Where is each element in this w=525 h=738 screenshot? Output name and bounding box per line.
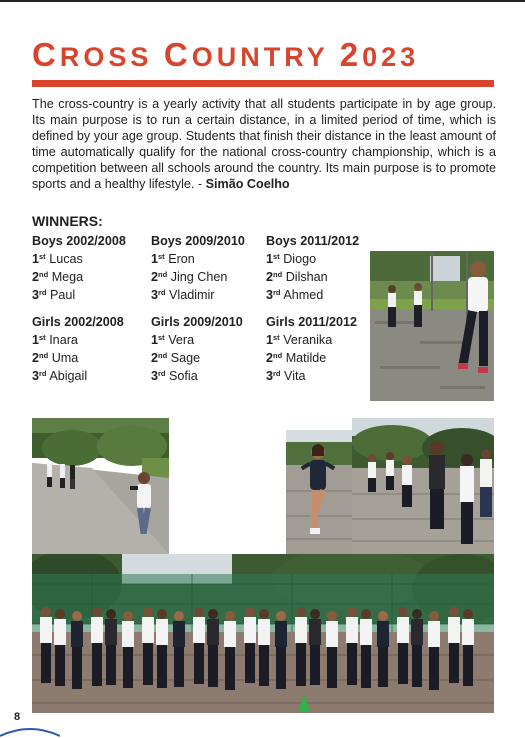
winner-name: Ahmed [283, 288, 324, 302]
winner-row: 1st Vera [151, 333, 195, 347]
winner-row: 3rd Paul [32, 288, 76, 302]
winner-row: 2nd Sage [151, 351, 201, 365]
winner-name: Inara [49, 333, 78, 347]
group-title: Boys 2009/2010 [151, 234, 245, 248]
winner-row: 3rd Ahmed [266, 288, 324, 302]
title-underline-bar [32, 80, 494, 87]
winner-group-girls-2011-2012 [266, 315, 378, 384]
page-title-text: CROSS COUNTRY 2023 [32, 36, 420, 73]
group-title: Girls 2009/2010 [151, 315, 243, 329]
group-title: Boys 2002/2008 [32, 234, 126, 248]
winner-name: Vladimir [169, 288, 215, 302]
winner-row: 1st Diogo [266, 252, 317, 266]
photo-girl-running [286, 430, 352, 554]
page-number: 8 [14, 711, 21, 723]
winner-row: 2nd Uma [32, 351, 79, 365]
group-title: Girls 2002/2008 [32, 315, 124, 329]
intro-text: The cross-country is a yearly activity that all students participate in by age group. Its main purpose is to run a certain distance, in a limited period of time, which is defined by your age group. Students that finish their distance in the least amount of time automatically qualify for the national cross-country championship, which is a competition between all schools around the country. Its main purpose is to promote sports and a healthy lifestyle. - [32, 97, 496, 191]
winner-name: Sofia [169, 369, 198, 383]
winner-name: Matilde [285, 351, 327, 365]
winner-name: Mega [51, 270, 84, 284]
winner-row: 2nd Jing Chen [151, 270, 228, 284]
winner-group-girls-2002-2008 [32, 315, 144, 384]
photo-runners-path [32, 418, 169, 554]
group-title: Girls 2011/2012 [266, 315, 358, 329]
winner-name: Eron [168, 252, 195, 266]
winner-row: 1st Inara [32, 333, 78, 347]
winner-name: Veranika [283, 333, 333, 347]
winner-row: 2nd Matilde [266, 351, 327, 365]
winner-name: Jing Chen [170, 270, 228, 284]
winner-row: 2nd Mega [32, 270, 84, 284]
intro-author: Simão Coelho [205, 177, 290, 191]
winner-name: Lucas [49, 252, 83, 266]
winner-row: 3rd Abigail [32, 369, 88, 383]
winner-row: 3rd Vladimir [151, 288, 215, 302]
photo-students-walking [370, 251, 494, 401]
winner-group-boys-2009-2010 [151, 234, 263, 303]
page-title [32, 36, 502, 73]
winner-name: Uma [51, 351, 79, 365]
winner-name: Vera [168, 333, 195, 347]
footer-arc-decoration [0, 724, 60, 738]
winner-name: Abigail [49, 369, 88, 383]
winner-name: Diogo [283, 252, 317, 266]
winner-row: 1st Lucas [32, 252, 83, 266]
photo-group-walking [352, 418, 494, 554]
winner-row: 1st Eron [151, 252, 195, 266]
winner-name: Sage [170, 351, 201, 365]
winner-group-girls-2009-2010 [151, 315, 263, 384]
photo-group-team [32, 554, 494, 713]
intro-paragraph [32, 96, 496, 192]
winner-row: 1st Veranika [266, 333, 333, 347]
group-title: Boys 2011/2012 [266, 234, 360, 248]
winner-group-boys-2002-2008 [32, 234, 144, 303]
winner-group-boys-2011-2012 [266, 234, 378, 303]
winner-row: 3rd Vita [266, 369, 306, 383]
top-border-line [0, 0, 525, 2]
winner-name: Dilshan [285, 270, 328, 284]
winner-name: Vita [284, 369, 306, 383]
winner-row: 2nd Dilshan [266, 270, 328, 284]
winners-heading: WINNERS: [32, 213, 103, 229]
winner-row: 3rd Sofia [151, 369, 198, 383]
winner-name: Paul [50, 288, 76, 302]
